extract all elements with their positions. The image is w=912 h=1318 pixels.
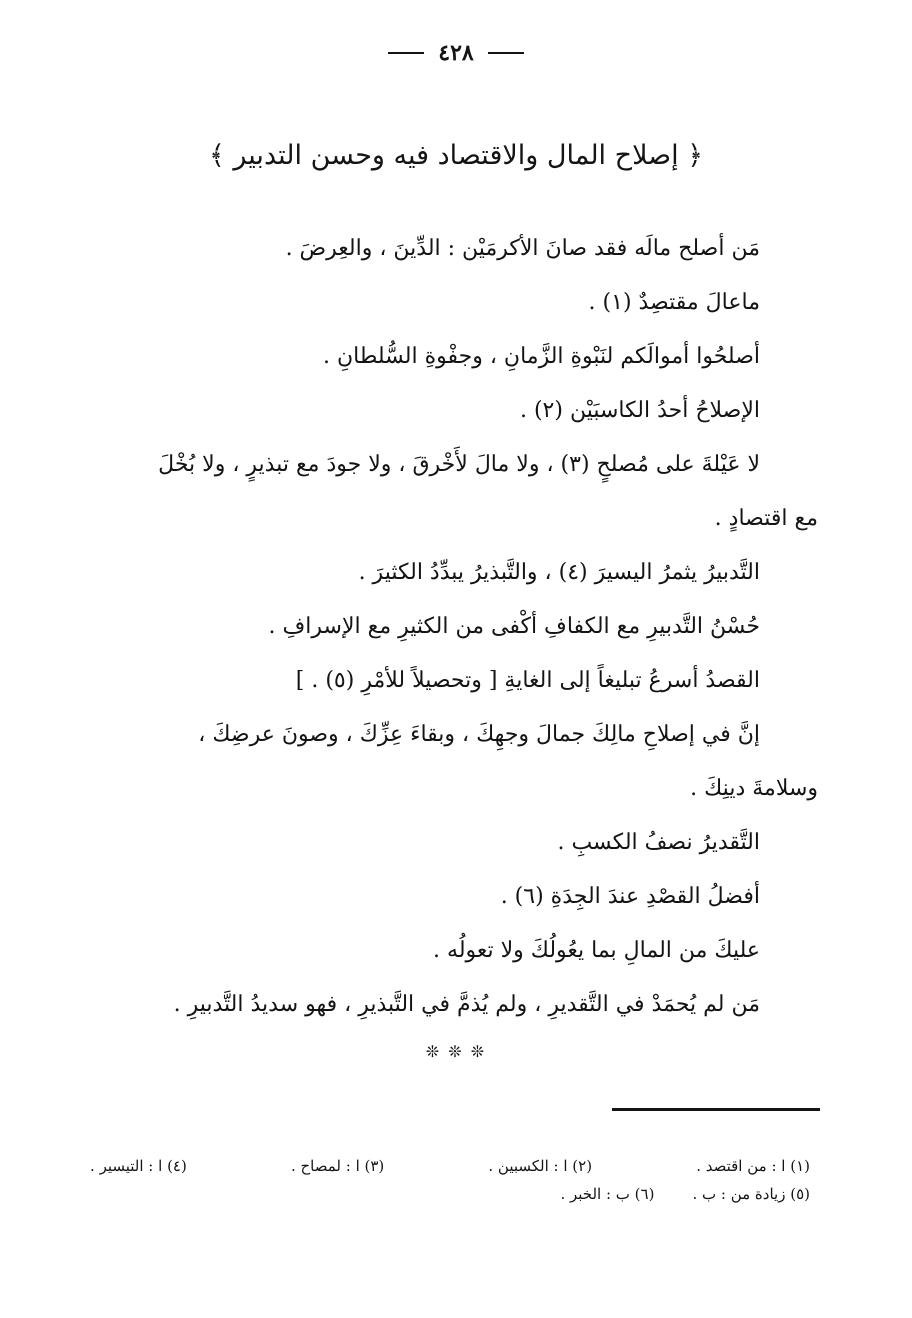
text-line: وسلامةَ دينِكَ . [690,776,818,801]
header-dash-left [388,52,424,54]
footnotes [90,1152,810,1208]
section-separator: ❊ ❊ ❊ [425,1042,487,1061]
footnote-row [90,1152,810,1180]
footnote-2: (٢) ا : الكسبين . [488,1157,593,1175]
text-line: أصلحُوا أموالَكم لنَبْوةِ الزَّمانِ ، وجفْوةِ السُّلطانِ . [322,344,760,369]
text-line: الإصلاحُ أحدُ الكاسبَيْن (٢) . [519,398,760,423]
footnote-1: (١) ا : من اقتصد . [696,1157,810,1175]
text-line: حُسْنُ التَّدبيرِ مع الكفافِ أكْفى من الكثيرِ مع الإسرافِ . [268,614,760,639]
footnote-6: (٦) ب : الخبر . [560,1185,655,1203]
text-line: مع اقتصادٍ . [714,506,818,531]
page-header [0,40,912,66]
footnote-row [90,1180,810,1208]
text-line: إنَّ في إصلاحِ مالِكَ جمالَ وجهِكَ ، وبقاءَ عِزِّكَ ، وصونَ عرضِكَ ، [198,722,760,747]
header-dash-right [488,52,524,54]
text-line: أفضلُ القصْدِ عندَ الجِدَةِ (٦) . [500,884,760,909]
text-line: لا عَيْلةَ على مُصلحٍ (٣) ، ولا مالَ لأَخْرقَ ، ولا جودَ مع تبذيرٍ ، ولا بُخْلَ [158,452,760,477]
text-line: مَن أصلح مالَه فقد صانَ الأكرمَيْن : الدِّينَ ، والعِرضَ . [285,236,760,261]
page-number: ٤٢٨ [438,40,474,66]
text-line: عليكَ من المالِ بما يعُولُكَ ولا تعولُه . [433,938,760,963]
footnote-3: (٣) ا : لمصاح . [290,1157,385,1175]
text-line: ماعالَ مقتصِدٌ (١) . [588,290,760,315]
footnote-4: (٤) ا : التيسير . [90,1157,187,1175]
text-line: التَّدبيرُ يثمرُ اليسيرَ (٤) ، والتَّبذيرُ يبدِّدُ الكثيرَ . [358,560,760,585]
footnote-rule [612,1108,820,1111]
body-text [78,222,818,1032]
footnote-5: (٥) زيادة من : ب . [692,1185,810,1203]
text-line: مَن لم يُحمَدْ في التَّقديرِ ، ولم يُذمَّ في التَّبذيرِ ، فهو سديدُ التَّدبيرِ . [173,992,760,1017]
section-title: ﴿ إصلاح المال والاقتصاد فيه وحسن التدبير ﴾ [208,140,704,171]
text-line: القصدُ أسرعُ تبليغاً إلى الغايةِ [ وتحصيلاً للأمْرِ (٥) . ] [295,668,760,693]
text-line: التَّقديرُ نصفُ الكسبِ . [557,830,760,855]
